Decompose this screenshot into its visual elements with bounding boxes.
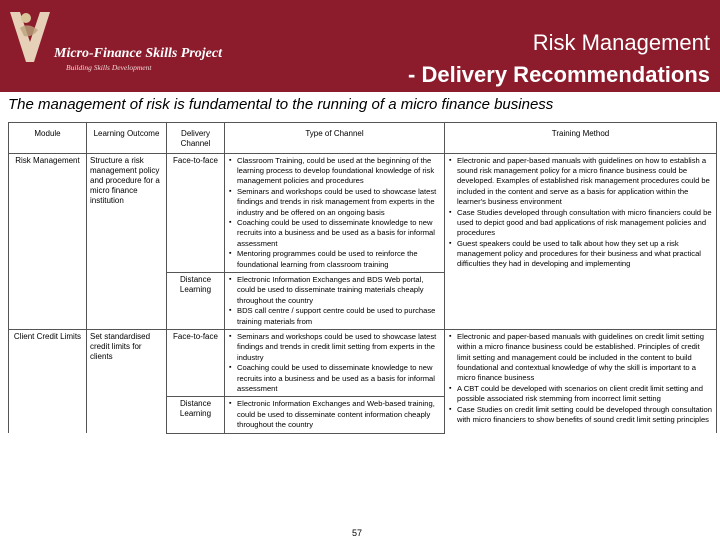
training-method-cell — [445, 154, 717, 330]
delivery-channel-cell: Distance Learning — [167, 273, 225, 330]
training-method-cell — [445, 330, 717, 433]
list-item: ▪ Coaching could be used to disseminate knowledge to new recruits into a business and be used as a basis for informal assessment — [237, 363, 441, 394]
list-item: ▪ Classroom Training, could be used at the beginning of the learning process to develop foundational knowledge of risk management policies and procedures — [237, 156, 441, 187]
slide-title-line1: Risk Management — [532, 30, 710, 55]
page-number: 57 — [352, 528, 363, 538]
list-item: ▪ Seminars and workshops could be used to showcase latest findings and trends in risk management from experts in the industry and be offered on an ongoing basis — [237, 187, 441, 218]
logo-text: Micro-Finance Skills Project — [54, 46, 222, 61]
header-learning-outcome: Learning Outcome — [87, 123, 167, 154]
delivery-channel-cell: Distance Learning — [167, 397, 225, 433]
header-delivery-channel: Delivery Channel — [167, 123, 225, 154]
type-of-channel-cell — [225, 154, 445, 273]
outcome-cell: Structure a risk management policy and procedure for a micro finance institution — [87, 154, 167, 330]
header-module: Module — [9, 123, 87, 154]
table-row — [9, 154, 717, 273]
delivery-channel-cell: Face-to-face — [167, 330, 225, 397]
list-item: ▪ BDS call centre / support centre could be used to purchase training materials from — [237, 306, 441, 326]
list-item: ▪ Electronic Information Exchanges and Web-based training, could be used to disseminate content information cheaply throughout the country — [237, 399, 441, 430]
table-header-row — [9, 123, 717, 154]
slide-subtitle: The management of risk is fundamental to the running of a micro finance business — [8, 96, 554, 113]
table-row — [9, 330, 717, 397]
list-item: ▪ Seminars and workshops could be used to showcase latest findings and trends in credit limit setting from experts in the industry — [237, 332, 441, 363]
delivery-recommendations-table — [8, 122, 717, 434]
project-logo — [6, 8, 222, 72]
list-item: ▪ Case Studies developed through consultation with micro financiers could be used to depict good and bad applications of risk management policies and procedures — [457, 208, 713, 239]
list-item: ▪ Electronic Information Exchanges and BDS Web portal, could be used to disseminate training materials cheaply throughout the country — [237, 275, 441, 306]
list-item: ▪ Guest speakers could be used to talk about how they set up a risk management policy and procedures for their business and what practical difficulties they had in developing and implementing — [457, 239, 713, 270]
type-of-channel-cell — [225, 330, 445, 397]
type-of-channel-cell — [225, 273, 445, 330]
type-of-channel-cell — [225, 397, 445, 433]
header-banner — [0, 0, 720, 92]
list-item: ▪ A CBT could be developed with scenarios on client credit limit setting and possible associated risk stemming from incorrect limit setting — [457, 384, 713, 404]
header-training-method: Training Method — [445, 123, 717, 154]
list-item: ▪ Mentoring programmes could be used to reinforce the foundational learning from classroom training — [237, 249, 441, 269]
logo-subtext: Building Skills Development — [66, 63, 152, 72]
module-cell: Client Credit Limits — [9, 330, 87, 433]
delivery-channel-cell: Face-to-face — [167, 154, 225, 273]
outcome-cell: Set standardised credit limits for clients — [87, 330, 167, 433]
list-item: ▪ Electronic and paper-based manuals with guidelines on credit limit setting within a micro finance business could be established. Principles of credit limit setting and management could be included in the content to build foundational and contextual knowledge of why the skill is important to a micro finance business — [457, 332, 713, 383]
slide-title-line2: - Delivery Recommendations — [408, 62, 710, 87]
module-cell: Risk Management — [9, 154, 87, 330]
list-item: ▪ Electronic and paper-based manuals with guidelines on how to establish a sound risk management policy for a micro finance business could be developed. Examples of established risk management procedures could be included in the content and serve as a basis for application within the learner's business environment — [457, 156, 713, 207]
header-type-of-channel: Type of Channel — [225, 123, 445, 154]
list-item: ▪ Coaching could be used to disseminate knowledge to new recruits into a business and be used as a basis for informal assessment — [237, 218, 441, 249]
list-item: ▪ Case Studies on credit limit setting could be developed through consultation with micro financiers to show benefits of sound credit limit setting principles — [457, 405, 713, 425]
